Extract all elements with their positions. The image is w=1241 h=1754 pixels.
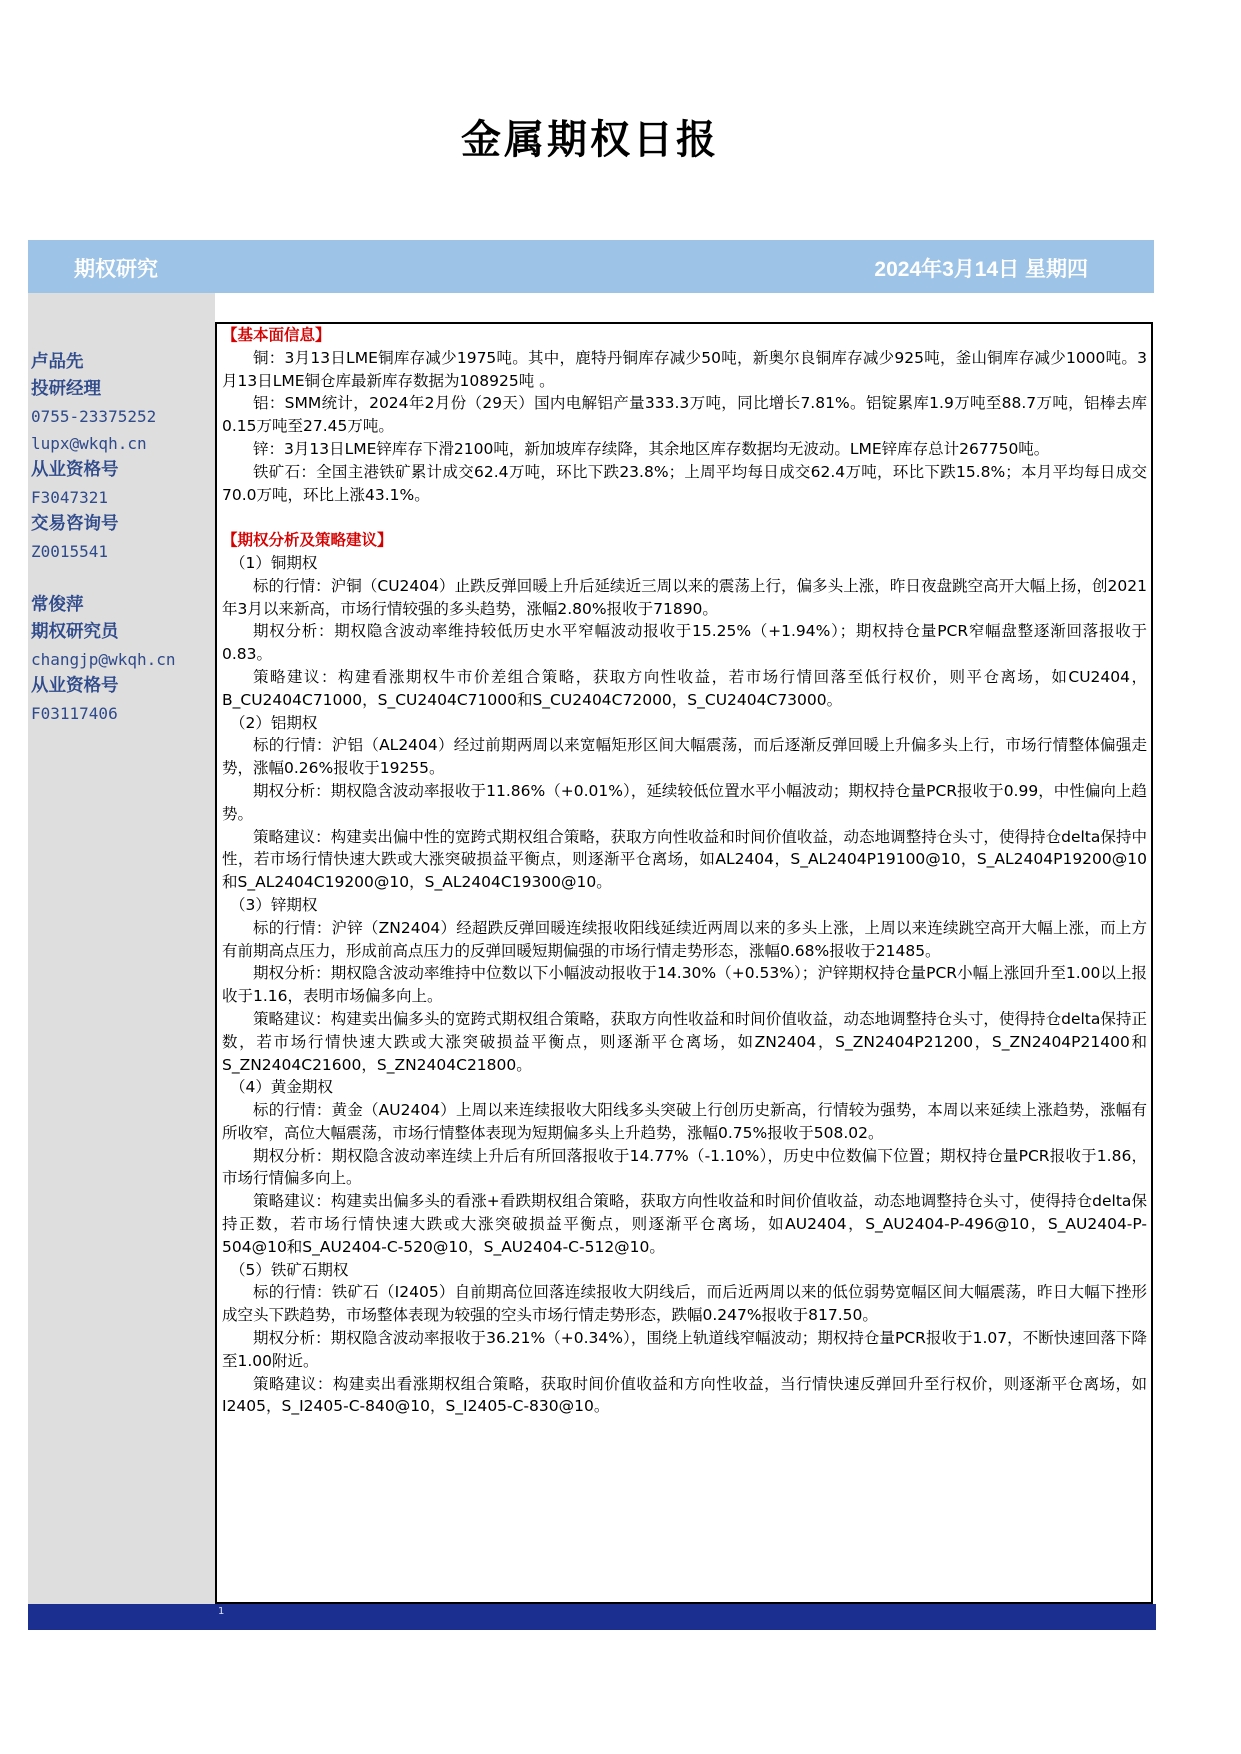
aluminum-title: （2）铝期权 — [230, 713, 318, 732]
copper-strategy: 策略建议：构建看涨期权牛市价差组合策略，获取方向性收益，若市场行情回落至低行权价，则平仓离场，如CU2404，B_CU2404C71000，S_CU2404C71000和S_CU2404C72000，S_CU2404C73000。 — [222, 667, 1147, 709]
basics-heading: 【基本面信息】 — [222, 326, 331, 344]
report-content — [222, 324, 1147, 1418]
cert-label: 从业资格号 — [31, 460, 119, 480]
gold-strategy: 策略建议：构建卖出偏多头的看涨+看跌期权组合策略，获取方向性收益和时间价值收益，动态地调整持仓头寸，使得持仓delta保持正数，若市场行情快速大跌或大涨突破损益平衡点，则逐渐平仓离场，如AU2404，S_AU2404-P-496@10，S_AU2404-P-504@10和S_AU2404-C-520@10，S_AU2404-C-512@10。 — [222, 1192, 1147, 1256]
copper-title: （1）铜期权 — [230, 553, 318, 572]
zinc-market: 标的行情：沪锌（ZN2404）经超跌反弹回暖连续报收阳线延续近两周以来的多头上涨，上周以来连续跳空高开大幅上涨，而上方有前期高点压力，形成前高点压力的反弹回暖短期偏强的市场行情走势形态，涨幅0.68%报收于21485。 — [222, 918, 1147, 960]
analyst-phone: 0755-23375252 — [31, 407, 157, 426]
contact-list — [31, 349, 213, 727]
analyst-role: 期权研究员 — [31, 622, 119, 642]
copper-market: 标的行情：沪铜（CU2404）止跌反弹回暖上升后延续近三周以来的震荡上行，偏多头上涨，昨日夜盘跳空高开大幅上扬，创2021年3月以来新高，市场行情较强的多头趋势，涨幅2.80%报收于71890。 — [222, 576, 1147, 618]
analysis-heading: 【期权分析及策略建议】 — [222, 531, 393, 550]
analyst-name: 卢品先 — [31, 352, 84, 372]
consult-label: 交易咨询号 — [31, 514, 119, 534]
aluminum-market: 标的行情：沪铝（AL2404）经过前期两周以来宽幅矩形区间大幅震荡，而后逐渐反弹回暖上升偏多头上行，市场行情整体偏强走势，涨幅0.26%报收于19255。 — [222, 736, 1147, 778]
header-bar — [28, 240, 1154, 293]
gold-option-analysis: 期权分析：期权隐含波动率连续上升后有所回落报收于14.77%（-1.10%），历史中位数偏下位置；期权持仓量PCR报收于1.86，市场行情偏多向上。 — [222, 1146, 1147, 1188]
aluminum-option-analysis: 期权分析：期权隐含波动率报收于11.86%（+0.01%），延续较低位置水平小幅波动；期权持仓量PCR报收于0.99，中性偏向上趋势。 — [222, 781, 1147, 823]
cert-number: F3047321 — [31, 488, 109, 507]
analyst-email[interactable]: lupx@wkqh.cn — [31, 434, 147, 453]
aluminum-strategy: 策略建议：构建卖出偏中性的宽跨式期权组合策略，获取方向性收益和时间价值收益，动态地调整持仓头寸，使得持仓delta保持中性，若市场行情快速大跌或大涨突破损益平衡点，则逐渐平仓离场，如AL2404，S_AL2404P19100@10，S_AL2404P19200@10和S_AL2404C19200@10，S_AL2404C19300@10。 — [222, 827, 1147, 892]
cert-label: 从业资格号 — [31, 676, 119, 696]
header-section-label: 期权研究 — [74, 258, 158, 281]
report-title: 金属期权日报 — [461, 116, 719, 163]
basics-aluminum: 铝：SMM统计，2024年2月份（29天）国内电解铝产量333.3万吨，同比增长7.81%。铝锭累库1.9万吨至88.7万吨，铝棒去库0.15万吨至27.45万吨。 — [222, 394, 1147, 436]
gold-market: 标的行情：黄金（AU2404）上周以来连续报收大阳线多头突破上行创历史新高，行情较为强势，本周以来延续上涨趋势，涨幅有所收窄，高位大幅震荡，市场行情整体表现为短期偏多头上升趋势，涨幅0.75%报收于508.02。 — [222, 1101, 1147, 1142]
zinc-title: （3）锌期权 — [230, 895, 318, 914]
analyst-role: 投研经理 — [31, 379, 101, 399]
basics-copper: 铜：3月13日LME铜库存减少1975吨。其中，鹿特丹铜库存减少50吨，新奥尔良铜库存减少925吨，釜山铜库存减少1000吨。3月13日LME铜仓库最新库存数据为108925吨 。 — [222, 348, 1147, 390]
gold-title: （4）黄金期权 — [230, 1078, 333, 1097]
report-body — [215, 322, 1153, 1604]
analyst-sidebar — [28, 293, 215, 1604]
header-date: 2024年3月14日 星期四 — [874, 258, 1088, 281]
iron-ore-option-analysis: 期权分析：期权隐含波动率报收于36.21%（+0.34%），围绕上轨道线窄幅波动；期权持仓量PCR报收于1.07，不断快速回落下降至1.00附近。 — [222, 1329, 1147, 1370]
analyst-email[interactable]: changjp@wkqh.cn — [31, 650, 176, 669]
iron-ore-strategy: 策略建议：构建卖出看涨期权组合策略，获取时间价值收益和方向性收益，当行情快速反弹回升至行权价，则逐渐平仓离场，如I2405，S_I2405-C-840@10，S_I2405-C-830@10。 — [222, 1374, 1147, 1416]
copper-option-analysis: 期权分析：期权隐含波动率维持较低历史水平窄幅波动报收于15.25%（+1.94%）；期权持仓量PCR窄幅盘整逐渐回落报收于0.83。 — [222, 622, 1147, 664]
consult-number: Z0015541 — [31, 542, 109, 561]
cert-number: F03117406 — [31, 704, 118, 723]
page-number: 1 — [218, 1606, 225, 1617]
iron-ore-title: （5）铁矿石期权 — [230, 1260, 349, 1279]
iron-ore-market: 标的行情：铁矿石（I2405）自前期高位回落连续报收大阴线后，而后近两周以来的低位弱势宽幅区间大幅震荡，昨日大幅下挫形成空头下跌趋势，市场整体表现为较强的空头市场行情走势形态，跌幅0.247%报收于817.50。 — [222, 1283, 1147, 1325]
zinc-strategy: 策略建议：构建卖出偏多头的宽跨式期权组合策略，获取方向性收益和时间价值收益，动态地调整持仓头寸，使得持仓delta保持正数，若市场行情快速大跌或大涨突破损益平衡点，则逐渐平仓离场，如ZN2404，S_ZN2404P21200，S_ZN2404P21400和S_ZN2404C21600，S_ZN2404C21800。 — [222, 1009, 1147, 1074]
footer-bar — [28, 1604, 1156, 1630]
basics-zinc: 锌：3月13日LME锌库存下滑2100吨，新加坡库存续降，其余地区库存数据均无波动。LME锌库存总计267750吨。 — [253, 439, 1050, 458]
basics-iron-ore: 铁矿石：全国主港铁矿累计成交62.4万吨，环比下跌23.8%；上周平均每日成交62.4万吨，环比下跌15.8%；本月平均每日成交70.0万吨，环比上涨43.1%。 — [222, 462, 1147, 504]
analyst-name: 常俊萍 — [31, 595, 84, 615]
zinc-option-analysis: 期权分析：期权隐含波动率维持中位数以下小幅波动报收于14.30%（+0.53%）；沪锌期权持仓量PCR小幅上涨回升至1.00以上报收于1.16，表明市场偏多向上。 — [222, 964, 1147, 1006]
